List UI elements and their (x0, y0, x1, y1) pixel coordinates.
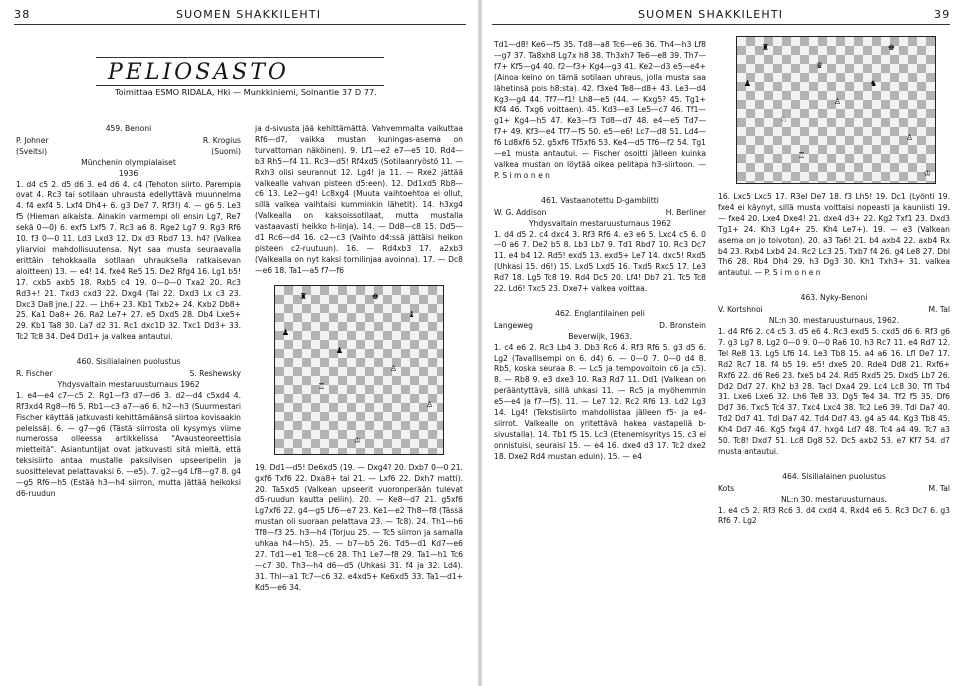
game-annotation-text: 16. Lxc5 Lxc5 17. R3el De7 18. f3 Lh5! 19. Dc1 (Lyönti 19. fxe4 ei käynyt, sillä musta voittaisi nopeasti ja kauniisti 19. — fxe4 20. Lxe4 Dxe4! 21. dxe4 d3+ 22. Kg2 Txf1 23. Dxd3 Tg1+ 24. Kh3 Lg4+ 25. Kh4 Le7+). 19. — e3 (Valkean asema on jo toivoton). 20. a3 Ta6! 21. b4 axb4 22. axb4 Rx b4 23. Rxb4 Lxb4 24. Rc2 Lc3 25. Txb7 f4 26. g4 Le8 27. Dbl Th6 28. Rb4 Dh4 29. h3 Dg3 30. Kh1 Txh3+ 31. valkea antautui. — P. S i m o n e n (718, 192, 950, 278)
black-player: R. Krogius (202, 135, 241, 145)
event-name: NL:n 30. mestaruusturnaus. (781, 494, 887, 504)
title-rule-top (96, 57, 384, 58)
players-row (718, 305, 950, 316)
game-moves: 1. e4 c5 2. Rf3 Rc6 3. d4 cxd4 4. Rxd4 e6 5. Rc3 Dc7 6. g3 Rf6 7. Lg2 (718, 505, 950, 526)
countries-row (16, 147, 241, 158)
players-row (494, 208, 706, 219)
black-player: M. Tal (928, 305, 950, 315)
chess-piece-icon: ♙ (833, 97, 842, 106)
game-heading: 459. Benoni (105, 124, 152, 133)
chess-piece-icon: ♙ (425, 399, 434, 409)
running-head: SUOMEN SHAKKILEHTI (176, 8, 322, 21)
players-row (718, 484, 950, 495)
chess-piece-icon: ♔ (353, 435, 362, 445)
event-name: NL:n 30. mestaruusturnaus, 1962. (768, 316, 900, 326)
black-country: (Suomi) (211, 146, 241, 156)
section-title: PELIOSASTO (108, 60, 289, 85)
white-player: V. Kortshnoi (718, 305, 763, 315)
game-moves: 1. d4 c5 2. d5 d6 3. e4 d6 4. c4 (Tehoton siirto. Parempia ovat 4. Rc3 tai sotilaan uhrausta edellyttävä muunnelma 4. f4 exf4 5. Lxf4 Dh4+ 6. g3 De7 7. Rf3!) 4. — g6 5. Le3 f5 (Hieman aikaista. Ainakin varmempi oli ensin Lg7, Re7 sekä 0—0) 6. exf5 Lxf5 7. Rc3 a6 8. Rge2 Lg7 9. Rg3 Rf6 10. f3 0—0 11. Ld3 Lxd3 12. Dx d3 Rbd7 13. h4? (Valkea yliarvioi mahdollisuutensa. Nyt saa musta seuraavalla erittäin tehokkaalla sotilaan uhrauksella ratkaisevan aloitteen) 13. — e4! 14. fxe4 Re5 15. De2 Rfg4 16. Lg1 b5! 17. cxb5 axb5 18. Rxb5 c4 19. 0—0—0 Txa2 20. Rc3 Rd3+! 21. Txd3 cxd3 22. Dxg4 (Tai 22. Dxd3 Lx c3 23. Dxc3 Da8 jne.) 22. — Lh6+ 23. Kb1 Txb2+ 24. Kxb2 Db8+ 25. Ka1 Da8+ 26. Ra2 Le7+ 27. e5 Dxd5 28. Db4 Lxe5+ 29. Kb1 Ta8 30. La7 d2 31. Rc1 dxc1D 32. Txc1 Dd3+ 33. Tc2 Tc8 34. De4 Dd1+ ja valkea antautui. (16, 179, 241, 342)
game-heading: 462. Englantilainen peli (555, 308, 645, 318)
header-rule (14, 24, 466, 25)
game-moves: 1. d4 d5 2. c4 dxc4 3. Rf3 Rf6 4. e3 e6 5. Lxc4 c5 6. 0—0 a6 7. De2 b5 8. Lb3 Lb7 9. Td1 Rbd7 10. Rc3 Dc7 11. e4 b4 12. Rd5! exd5 13. exd5+ Le7 14. dxc5! Rxd5 (Uhkasi 15. d6!) 15. Lxd5 Lxd5 16. Txd5 Rxc5 17. Le3 Rd7 18. Lg5 Tc8 19. Rd4 Dc5 20. Lf4! Db7 21. Tc5 Tc8 22. Ld6! Txc5 23. Dxe7+ valkea voittaa. (494, 229, 706, 294)
chess-piece-icon: ♜ (761, 43, 770, 52)
chess-piece-icon: ♘ (779, 115, 788, 124)
right-page (482, 0, 960, 686)
spacer (494, 182, 706, 196)
chess-piece-icon: ♞ (869, 79, 878, 88)
white-player: P. Johner (16, 135, 49, 145)
players-row (16, 369, 241, 380)
players-row (16, 136, 241, 147)
game-heading: 464. Sisilialainen puolustus (782, 471, 886, 481)
chess-piece-icon: ♙ (389, 363, 398, 373)
black-player: S. Reshewsky (189, 369, 241, 379)
left-page (0, 0, 478, 686)
game-annotation-text: 19. Dd1—d5! De6xd5 (19. — Dxg4? 20. Dxb7 0—0 21. gxf6 Txf6 22. Dxa8+ tai 21. — Lxf6 22. Dxh7 matti). 20. Ta5xd5 (Valkean upseerit vuoronperään tulevat d5-ruudun kautta peliin). 20. — Ke8—d7 21. g5xf6 Lg7xf6 22. g4—g5 Lf6—e7 23. Ke1—e2 Th8—f8 (Tässä mustan oli suoraan pelattava 23. — Tc8). 24. Th1—h6 Tf8—f3 25. h3—h4 (Torjuu 25. — Tc5 siirron ja samalla uhkaa h4—h5). 25. — b7—b5 26. Td5—d1 Kd7—e6 27. Td1—e1 Tc8—c6 28. Th1 Le7—f8 29. Ta1—h1 Tc6—c7 30. Th3—h4 d6—d5 (Uhkasi 31. f4 ja 32. Ld4). 31. Thl—a1 Tc7—c6 32. e4xd5+ Ke6xd5 33. Ta1—d1+ Kd5—e6 34. (255, 462, 463, 592)
game-moves: 1. d4 Rf6 2. c4 c5 3. d5 e6 4. Rc3 exd5 5. cxd5 d6 6. Rf3 g6 7. g3 Lg7 8. Lg2 0—0 9. 0—0 Ra6 10. h3 Rc7 11. e4 Rd7 12. Tel Re8 13. Lg5 Lf6 14. Le3 Tb8 15. a4 a6 16. Lfl De7 17. Rd2 Rc7 18. f4 b5 19. e5! dxe5 20. Rde4 Dd8 21. Rxf6+ Rxf6 22. d6 Re6 23. fxe5 b4 24. Rd5 Rxd5 25. Dxd5 Lb7 26. Dd2 Dd7 27. Kh2 b3 28. Tacl Dxa4 29. Lc4 Lc8 30. Tfl Tb4 31. Lxe6 Lxe6 32. Lh6 Te8 33. Dg5 Te4 34. Tf2 f5 35. Df6 Dd7 36. Txc5 Tc4 37. Txc4 Lxc4 38. Tc2 Le6 39. Tdl Da7 40. Td2 Dd7 41. Tdl Da7 42. Td4 Dd7 43. g4 a5 44. Kg3 Tb8 45. Kh4 Dd7 46. Kg5 fxg4 47. hxg4 Ld7 48. Tc4 a4 49. Tc7 a3 50. Tc8! Dxd7 51. Lc8 Dg8 52. Dc5 axb2 53. e7 Kf7 54. d7 musta antautui. (718, 326, 950, 456)
chess-piece-icon: ♙ (905, 133, 914, 142)
game-heading: 463. Nyky-Benoni (800, 293, 868, 303)
event-name: Yhdysvaltain mestaruusturnaus 1962 (528, 218, 672, 228)
white-player: R. Fischer (16, 369, 53, 379)
chess-piece-icon: ♟ (743, 79, 752, 88)
event-name: Yhdysvaltain mestaruusturnaus 1962 (57, 379, 200, 389)
game-heading: 461. Vastaanotettu D-gambiitti (541, 195, 659, 205)
black-player: H. Berliner (665, 207, 706, 217)
editors-line: Toimittaa ESMO RIDALA, Hki — Munkkiniemi, Solnantie 37 D 77. (115, 87, 377, 97)
header-rule (492, 24, 950, 25)
title-rule-bottom (96, 85, 384, 86)
spacer (718, 279, 950, 293)
white-player: W. G. Addison (494, 207, 547, 217)
page-number: 38 (14, 8, 31, 21)
chess-piece-icon: ♝ (407, 309, 416, 319)
chess-piece-icon: ♟ (335, 345, 344, 355)
black-player: D. Bronstein (659, 320, 706, 330)
white-player: Kots (718, 483, 735, 493)
chess-piece-icon: ♚ (887, 43, 896, 52)
event-name: Münchenin olympialaiset (81, 157, 176, 167)
chess-diagram (736, 36, 936, 184)
event-year: 1936 (118, 168, 139, 178)
chess-piece-icon: ♜ (299, 291, 308, 301)
chess-piece-icon: ♔ (923, 169, 932, 178)
chess-piece-icon: ♚ (371, 291, 380, 301)
right-column-2 (718, 192, 950, 680)
left-column-1 (16, 124, 241, 680)
game-annotation-text: ja d-sivusta jää kehittämättä. Vahvemmalta vaikuttaa Rf6—d7, vaikka mustan kuningas-asema on turvattoman näköinen). 9. Lf1—e2 e7—e5 10. Rd4—b3 Rh5—f4 11. Rc3—d5! Rf4xd5 (Sotilaanryöstö 11. — Rxh3 olisi seurannut 12. Lg4! ja 11. — Rxe2 jättää valkealle vahvan pisteen d5:een). 12. Dd1xd5 Rb8—c6 13. Le2—g4! Lc8xg4 (Muuta vaihtoehtoa ei ollut, sillä valkea vaihtaisi kumminkin lähetit). 14. h3xg4 (Valkealla on kaksoissotilaat, mutta mustalla vastaavasti heikko h-linja). 14. — Dd8—c8 15. Dd5—d1 Rc6—d4 16. c2—c3 (Vaihto d4:ssä jättäisi heikon pisteen c2-ruutuun). 16. — Rd4xb3 17. a2xb3 (Valkealla on nyt kaksi tornilinjaa avoinna). 17. — Dc8—e6 18. Ta1—a5 f7—f6 (255, 124, 463, 275)
chess-piece-icon: ♛ (815, 61, 824, 70)
game-heading: 460. Sisilialainen puolustus (76, 357, 181, 367)
white-country: (Sveitsi) (16, 146, 48, 156)
game-annotation-text: Td1—d8! Ke6—f5 35. Td8—a8 Tc6—e6 36. Th4—h3 Lf8—g7 37. Ta8xh8 Lg7x h8 38. Th3xh7 Te6—e8 39. Th7—f7+ Kf5—g4 40. f2—f3+ Kg4—g3 41. Ke2—d3 e5—e4+ (Ainoa keino on tämä sotilaan uhraus, jolla musta saa lähetinsä pois h8:sta). 42. f3xe4 Te8—d8+ 43. Le3—d4 Kg3—g4 44. Tf7—f1! Lh8—e5 (44. — Kxg5? 45. Tg1+ Kf4 46. Txg6 voittaen). 45. Kd3—e3 Le5—c7 46. Tf1—g1+ Kg4—h5 47. Ke3—f3 Td8—d7 48. e4—e5 Td7—f7+ 49. Kf3—e4 Tf7—f5 50. e5—e6! Lc7—d8 51. Ld4—f6 Ld8xf6 52. g5xf6 Tf5xf6 53. Ke4—d5 Tf6—f2 54. Tg1—e1 musta antautui. — Fischer osoitti jälleen kuinka valkea mustan on löytää oikea pelitapa h3-siirtoon. — P. S i m o n e n (494, 40, 706, 180)
right-column-1 (494, 40, 706, 680)
spacer (494, 295, 706, 309)
spacer (16, 343, 241, 357)
page-number: 39 (934, 8, 951, 21)
chess-piece-icon: ♖ (797, 151, 806, 160)
game-moves: 1. c4 e6 2. Rc3 Lb4 3. Db3 Rc6 4. Rf3 Rf6 5. g3 d5 6. Lg2 (Tavallisempi on 6. d4) 6. — 0—0 7. 0—0 d4 8. Rb5, koska seuraa 8. — Lc5 ja tempovoitoin c6 ja c5). 8. — Rb8 9. e3 dxe3 10. Ra3 Rd7 11. Dd1 (Valkean on perääntyttävä, sillä uhkasi 11. — Rc5 ja myöhemmin e5—e4 ja f7—f5). 11. — Le7 12. Rc2 Rf6 13. Ld2 Lg3 14. Lg4! (Tekstisiirto mahdollistaa jälleen f5- ja e4-siirrot. Valkealle on yritettävä hakea vastapeliä b-sivustalla). 14. Tb1 f5 15. Lc3 (Etenemisyritys 15. c3 ei onnistuisi, seuraisi 15. — e4 16. dxe4 d3 17. Tc2 dxe2 18. Dxe2 Rd4 mustan eduin). 15. — e4 (494, 342, 706, 461)
players-row (494, 321, 706, 332)
chess-piece-icon: ♟ (281, 327, 290, 337)
chess-piece-icon: ♖ (317, 381, 326, 391)
event-name: Beverwijk, 1963. (568, 331, 632, 341)
game-moves: 1. e4—e4 c7—c5 2. Rg1—f3 d7—d6 3. d2—d4 c5xd4 4. Rf3xd4 Rg8—f6 5. Rb1—c3 a7—a6 6. h2—h3 (Suurmestari Fischer käyttää jatkuvasti kehittämäänsä siirtoa kovisaakin peleissä). 6. — g7—g6 (Tästä siirrosta oli kysymys viime numerossa olleessa artikkelissa "Avausteoreettisia mietteitä". Asiantuntijat ovat jatkuvasti sitä mieltä, että teksisiirto antaa mustalle paksilvisen upseeripelin ja suosittelevat pelattavaksi 6. —e5). 7. g2—g4 Lf8—g7 8. g4—g5 Rf6—h5 (Estää h3—h4 siirron, mutta jättää heikoksi d6-ruudun (16, 390, 241, 498)
spacer (718, 458, 950, 472)
white-player: Langeweg (494, 320, 533, 330)
left-column-2 (255, 124, 463, 680)
black-player: M. Tal (928, 483, 950, 493)
running-head: SUOMEN SHAKKILEHTI (638, 8, 784, 21)
chess-diagram (274, 285, 444, 455)
